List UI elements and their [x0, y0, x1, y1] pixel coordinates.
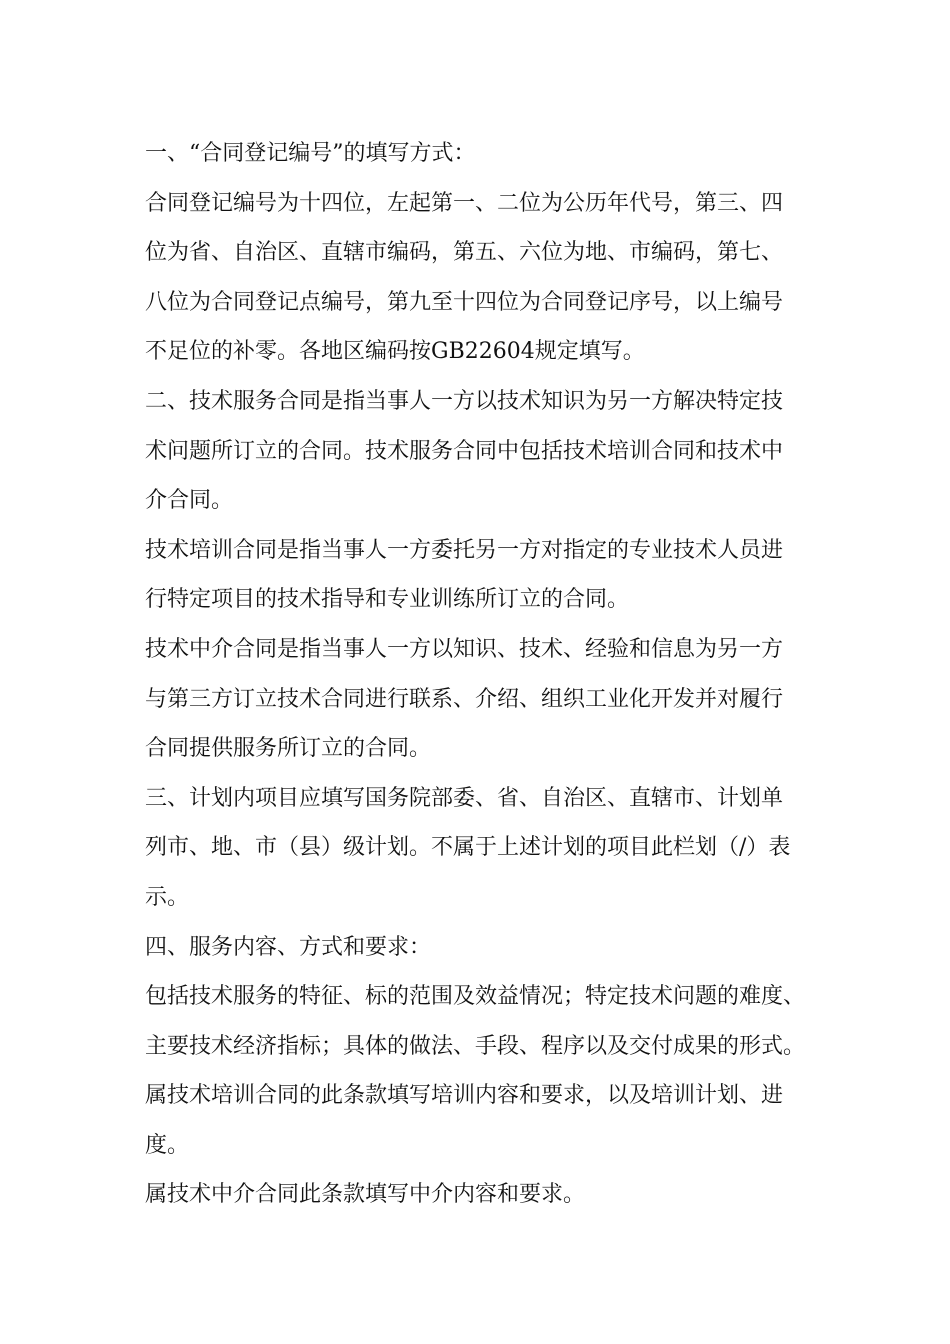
paragraph-line: 合同登记编号为十四位，左起第一、二位为公历年代号，第三、四: [145, 190, 784, 216]
document-body: [145, 129, 807, 1220]
section-2-line: 二、技术服务合同是指当事人一方以技术知识为另一方解决特定技: [145, 388, 784, 414]
paragraph-line: 八位为合同登记点编号，第九至十四位为合同登记序号，以上编号: [145, 289, 784, 315]
paragraph-line: 度。: [145, 1132, 190, 1158]
paragraph-line: 行特定项目的技术指导和专业训练所订立的合同。: [145, 587, 630, 613]
paragraph-line: 位为省、自治区、直辖市编码，第五、六位为地、市编码，第七、: [145, 240, 784, 266]
paragraph-line: 介合同。: [145, 488, 234, 514]
paragraph-line: 技术中介合同是指当事人一方以知识、技术、经验和信息为另一方: [145, 636, 784, 662]
section-1-heading: 一、“合同登记编号”的填写方式：: [145, 141, 476, 166]
section-4-heading: 四、服务内容、方式和要求：: [145, 934, 432, 960]
paragraph-line: 示。: [145, 884, 190, 910]
paragraph-line: 属技术培训合同的此条款填写培训内容和要求，以及培训计划、进: [145, 1083, 784, 1109]
section-3-line: 三、计划内项目应填写国务院部委、省、自治区、直辖市、计划单: [145, 785, 784, 811]
paragraph-line: 合同提供服务所订立的合同。: [145, 736, 432, 762]
paragraph-line: 属技术中介合同此条款填写中介内容和要求。: [145, 1182, 586, 1208]
paragraph-line: 不足位的补零。各地区编码按GB22604规定填写。: [145, 339, 645, 365]
paragraph-line: 术问题所订立的合同。技术服务合同中包括技术培训合同和技术中: [145, 438, 784, 464]
paragraph-line: 包括技术服务的特征、标的范围及效益情况；特定技术问题的难度、: [145, 984, 806, 1010]
paragraph-line: 与第三方订立技术合同进行联系、介绍、组织工业化开发并对履行: [145, 686, 784, 712]
paragraph-line: 技术培训合同是指当事人一方委托另一方对指定的专业技术人员进: [145, 537, 784, 563]
paragraph-line: 列市、地、市（县）级计划。不属于上述计划的项目此栏划（/）表: [145, 835, 791, 861]
paragraph-line: 主要技术经济指标；具体的做法、手段、程序以及交付成果的形式。: [145, 1033, 806, 1059]
